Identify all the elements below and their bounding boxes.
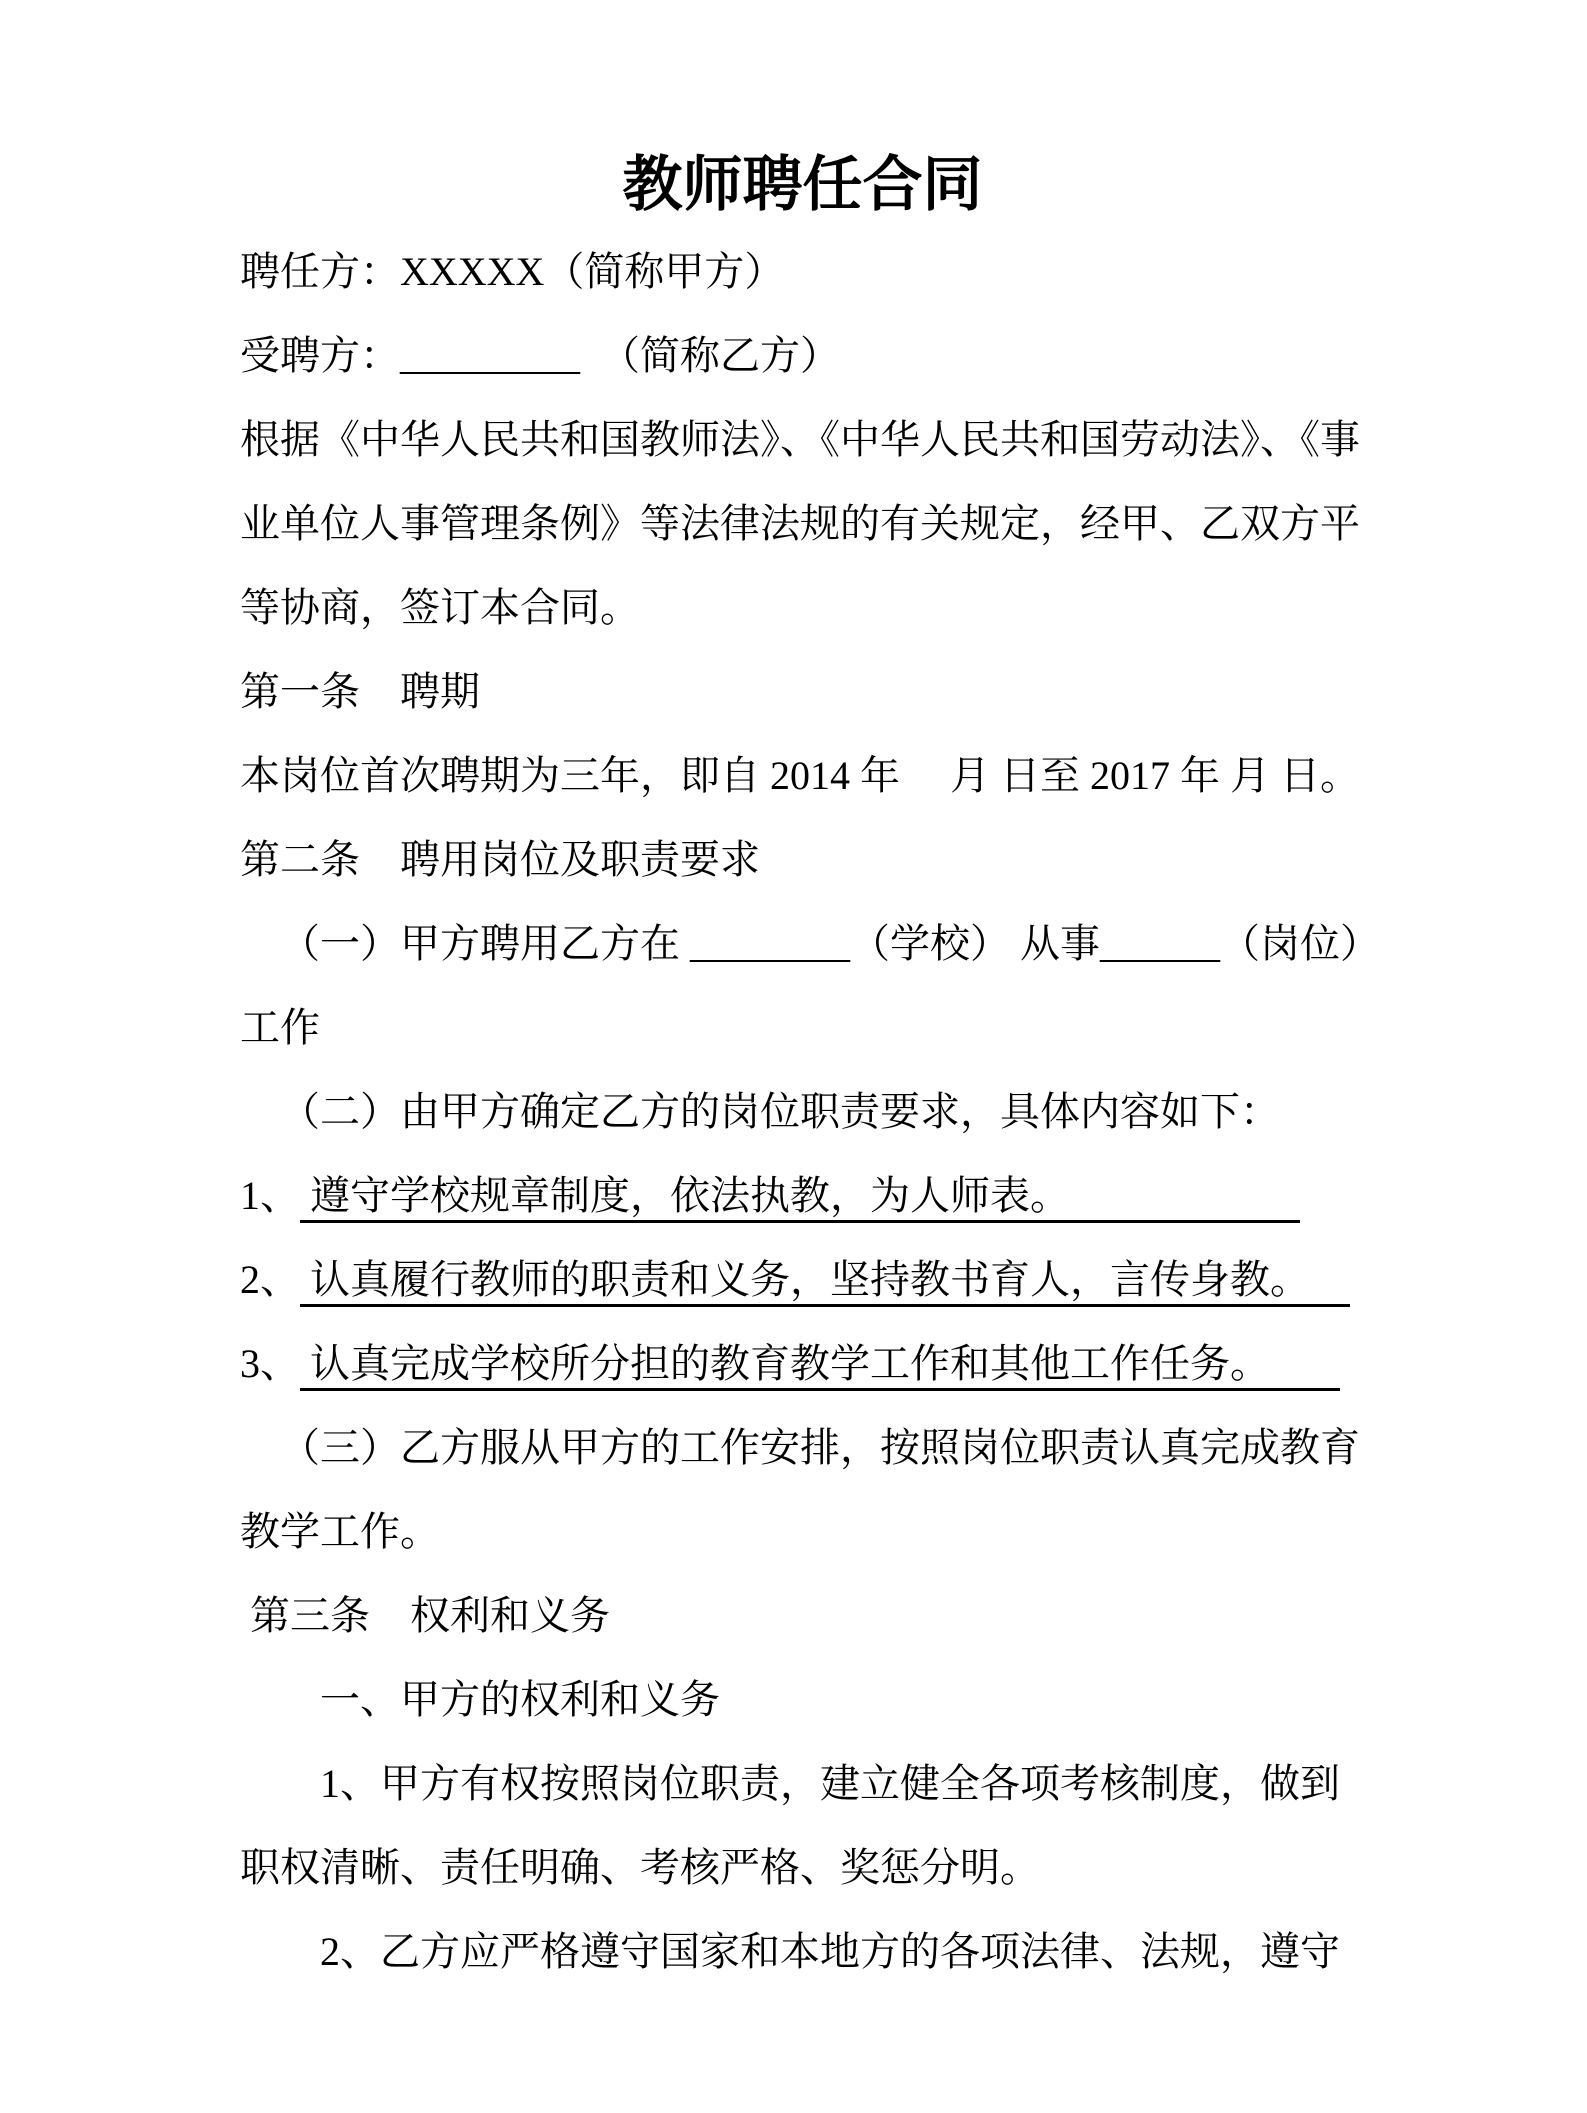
line-article-1-heading: 第一条 聘期 — [240, 669, 480, 714]
fill-in-underline: 遵守学校规章制度，依法执教，为人师表。 — [300, 1173, 1300, 1223]
line-duty-item-1 — [240, 1154, 1365, 1238]
line-hired-party: 受聘方：_________ （简称乙方） — [240, 333, 840, 378]
line-rights-item-2: 2、乙方应严格遵守国家和本地方的各项法律、法规，遵守 — [320, 1929, 1340, 1974]
line-clause-2-1: （一）甲方聘用乙方在 ________（学校） 从事______（岗位） — [280, 921, 1380, 966]
line-preamble-1: 根据《中华人民共和国教师法》、《中华人民共和国劳动法》、《事 — [240, 417, 1360, 462]
contract-body — [240, 140, 1380, 1994]
fill-in-underline: 认真履行教师的职责和义务，坚持教书育人，言传身教。 — [300, 1257, 1350, 1307]
document-title: 教师聘任合同 — [622, 152, 983, 218]
paragraphs — [240, 230, 1380, 1994]
line-rights-item-1-cont: 职权清晰、责任明确、考核严格、奖惩分明。 — [240, 1845, 1040, 1890]
item-number: 3、 — [240, 1341, 300, 1386]
line-duty-item-2 — [240, 1238, 1365, 1322]
line-hiring-party: 聘任方：XXXXX（简称甲方） — [240, 249, 785, 294]
line-clause-2-2: （二）由甲方确定乙方的岗位职责要求，具体内容如下： — [280, 1089, 1280, 1134]
line-clause-2-3: （三）乙方服从甲方的工作安排，按照岗位职责认真完成教育 — [280, 1425, 1360, 1470]
line-party-a-rights-heading: 一、甲方的权利和义务 — [320, 1677, 720, 1722]
line-term-dates: 本岗位首次聘期为三年，即自 2014 年 月 日至 2017 年 月 日。 — [240, 753, 1360, 798]
line-article-3-heading: 第三条 权利和义务 — [250, 1593, 610, 1638]
line-rights-item-1: 1、甲方有权按照岗位职责，建立健全各项考核制度，做到 — [320, 1761, 1340, 1806]
line-duty-item-3 — [240, 1322, 1365, 1406]
item-number: 2、 — [240, 1257, 300, 1302]
line-clause-2-3-cont: 教学工作。 — [240, 1509, 440, 1554]
line-preamble-3: 等协商，签订本合同。 — [240, 585, 640, 630]
line-preamble-2: 业单位人事管理条例》等法律法规的有关规定，经甲、乙双方平 — [240, 501, 1360, 546]
line-article-2-heading: 第二条 聘用岗位及职责要求 — [240, 837, 760, 882]
item-number: 1、 — [240, 1173, 300, 1218]
line-clause-2-1-cont: 工作 — [240, 1005, 320, 1050]
fill-in-underline: 认真完成学校所分担的教育教学工作和其他工作任务。 — [300, 1341, 1340, 1391]
